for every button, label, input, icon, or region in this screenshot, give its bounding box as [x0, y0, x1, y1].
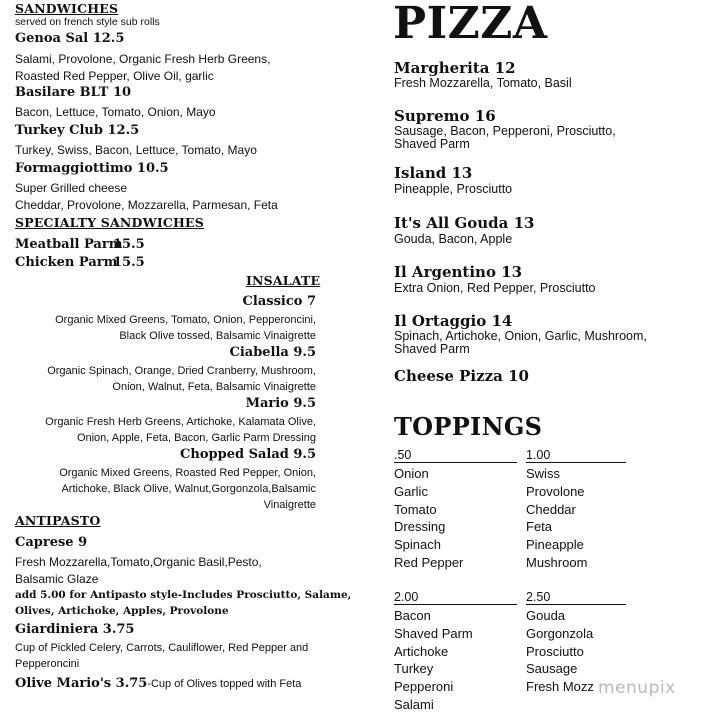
topping-item: Provolone: [526, 484, 585, 499]
pizza-item-title: Cheese Pizza 10: [394, 367, 529, 385]
menu-item-title: Turkey Club 12.5: [15, 123, 140, 138]
specialty-heading: SPECIALTY SANDWICHES: [15, 215, 204, 230]
pizza-item-desc: Extra Onion, Red Pepper, Prosciutto: [394, 281, 596, 295]
toppings-price: 1.00: [526, 448, 551, 462]
topping-item: Pepperoni: [394, 679, 454, 694]
pizza-item-title: Island 13: [394, 164, 473, 182]
specialty-item-price: 15.5: [113, 237, 145, 252]
pizza-item-desc: Fresh Mozzarella, Tomato, Basil: [394, 76, 572, 90]
menu-item-desc: Organic Mixed Greens, Tomato, Onion, Pepperoncini, Black Olive tossed, Balsamic Vinaigrette: [55, 314, 316, 342]
pizza-item-title: Supremo 16: [394, 107, 496, 125]
specialty-item-name: Meatball Parm: [15, 237, 123, 252]
menu-item-desc: Turkey, Swiss, Bacon, Lettuce, Tomato, Mayo: [15, 143, 257, 157]
antipasto-heading: ANTIPASTO: [15, 513, 101, 528]
toppings-price: 2.00: [394, 590, 419, 604]
toppings-price: 2.50: [526, 590, 551, 604]
menu-item-title: Formaggiottimo 10.5: [15, 161, 169, 176]
sandwiches-note: served on french style sub rolls: [15, 16, 160, 28]
topping-item: Bacon: [394, 608, 431, 623]
menu-item-title: Classico 7: [242, 294, 316, 309]
menu-item-title: Ciabella 9.5: [229, 345, 316, 360]
pizza-item-desc: Spinach, Artichoke, Onion, Garlic, Mushroom, Shaved Parm: [394, 329, 647, 356]
toppings-divider: [394, 462, 517, 463]
insalate-heading: INSALATE: [246, 273, 321, 288]
menu-item-desc: Organic Spinach, Orange, Dried Cranberry, Mushroom, Onion, Walnut, Feta, Balsamic Vinaigrette: [47, 365, 316, 393]
topping-item: Prosciutto: [526, 644, 584, 659]
pizza-item-desc: Gouda, Bacon, Apple: [394, 232, 513, 246]
olive-mario-line: [15, 674, 301, 692]
topping-item: Turkey: [394, 661, 434, 676]
menu-item-desc: Bacon, Lettuce, Tomato, Onion, Mayo: [15, 105, 216, 119]
topping-item: Pineapple: [526, 537, 584, 552]
menu-item-title: Basilare BLT 10: [15, 85, 132, 100]
menupix-watermark: menupix: [598, 678, 676, 698]
pizza-item-title: Margherita 12: [394, 59, 516, 77]
toppings-divider: [526, 604, 626, 605]
antipasto-addon-note: add 5.00 for Antipasto style-Includes Prosciutto, Salame, Olives, Artichoke, Apples, Provolone: [15, 589, 352, 617]
specialty-item-price: 15.5: [113, 255, 145, 270]
topping-item: Garlic: [394, 484, 428, 499]
menu-item-desc: -Cup of Olives topped with Feta: [147, 678, 302, 690]
menu-item-desc: Super Grilled cheese Cheddar, Provolone, Mozzarella, Parmesan, Feta: [15, 181, 278, 212]
pizza-item-desc: Pineapple, Prosciutto: [394, 182, 513, 196]
pizza-item-title: It's All Gouda 13: [394, 214, 535, 232]
menu-item-desc: Cup of Pickled Celery, Carrots, Cauliflower, Red Pepper and Pepperoncini: [15, 642, 309, 670]
pizza-heading: PIZZA: [393, 0, 548, 49]
topping-item: Mushroom: [526, 555, 588, 570]
topping-item: Shaved Parm: [394, 626, 473, 641]
menu-item-title: Caprese 9: [15, 535, 88, 550]
menu-item-title: Chopped Salad 9.5: [180, 447, 316, 462]
toppings-divider: [394, 604, 517, 605]
topping-item: Artichoke: [394, 644, 449, 659]
topping-item: Onion: [394, 466, 429, 481]
topping-item: Gouda: [526, 608, 566, 623]
menu-item-desc: Organic Fresh Herb Greens, Artichoke, Kalamata Olive, Onion, Apple, Feta, Bacon, Garlic Parm Dressing: [45, 416, 316, 444]
menu-item-title: Genoa Sal 12.5: [15, 31, 125, 46]
pizza-item-title: Il Ortaggio 14: [394, 312, 513, 330]
pizza-item-desc: Sausage, Bacon, Pepperoni, Prosciutto, Shaved Parm: [394, 124, 616, 151]
toppings-heading: TOPPINGS: [394, 412, 543, 441]
topping-item: Swiss: [526, 466, 560, 481]
topping-item: Gorgonzola: [526, 626, 594, 641]
menu-item-title: Mario 9.5: [245, 396, 316, 411]
menu-item-title: Giardiniera 3.75: [15, 622, 135, 637]
topping-item: Red Pepper: [394, 555, 464, 570]
topping-item: Fresh Mozz: [526, 679, 594, 694]
topping-item: Feta: [526, 519, 553, 534]
topping-item: Salami: [394, 697, 434, 712]
toppings-price: .50: [394, 448, 412, 462]
sandwiches-heading: SANDWICHES: [15, 1, 119, 16]
menu-item-desc: Salami, Provolone, Organic Fresh Herb Greens, Roasted Red Pepper, Olive Oil, garlic: [15, 52, 271, 83]
topping-item: Spinach: [394, 537, 441, 552]
topping-item: Sausage: [526, 661, 578, 676]
topping-item: Tomato: [394, 502, 437, 517]
menu-item-title: Olive Mario's 3.75: [15, 676, 148, 691]
topping-item: Cheddar: [526, 502, 576, 517]
specialty-item-name: Chicken Parm: [15, 255, 118, 270]
menu-item-desc: Organic Mixed Greens, Roasted Red Pepper, Onion, Artichoke, Black Olive, Walnut,Gorgonzola,Balsamic Vinaigrette: [59, 467, 316, 511]
topping-item: Dressing: [394, 519, 446, 534]
pizza-item-title: Il Argentino 13: [394, 263, 523, 281]
menu-item-desc: Fresh Mozzarella,Tomato,Organic Basil,Pesto, Balsamic Glaze: [15, 555, 262, 586]
toppings-divider: [526, 462, 626, 463]
